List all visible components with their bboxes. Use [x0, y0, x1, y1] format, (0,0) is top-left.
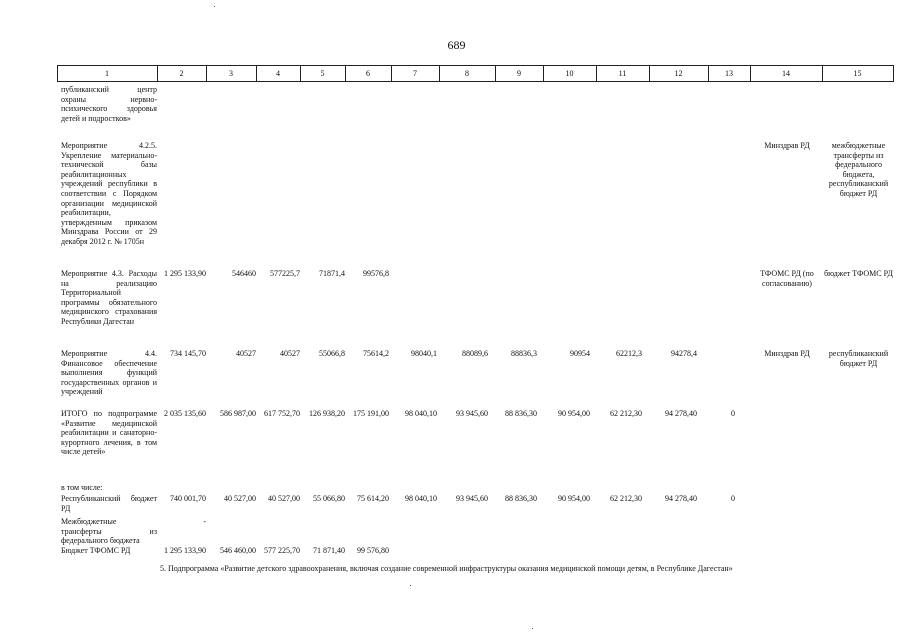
column-header: 5: [320, 69, 325, 78]
value-cell: 94 278,40: [665, 409, 697, 418]
value-cell: 40 527,00: [224, 494, 256, 503]
column-header: 6: [366, 69, 370, 78]
value-cell: 94 278,40: [665, 494, 697, 503]
value-cell: 40 527,00: [268, 494, 300, 503]
value-cell: 98040,1: [411, 349, 437, 358]
page-number: 689: [447, 38, 466, 52]
table-header-top-line: [57, 65, 893, 66]
scan-speck: [214, 6, 215, 7]
subtotals-label: в том числе:: [61, 483, 103, 492]
value-cell: 98 040,10: [405, 494, 437, 503]
column-header: 1: [105, 69, 109, 78]
value-cell: -: [203, 517, 206, 526]
value-cell: 75614,2: [363, 349, 389, 358]
row-name: ИТОГО по подпрограмме «Развитие медицинской реабилитации и санаторно-курортного лечения, в том числе детей»: [61, 409, 157, 457]
value-cell: 71 871,40: [313, 546, 345, 555]
subprogram-5-heading: 5. Подпрограмма «Развитие детского здравоохранения, включая создание современной инфраструктуры оказания медицинской помощи детям, в Республике Дагестан»: [160, 564, 733, 573]
value-cell: 90 954,00: [558, 409, 590, 418]
value-cell: 586 987,00: [220, 409, 256, 418]
row-name: публиканский центр охраны нервно-психического здоровья детей и подростков»: [61, 85, 157, 123]
value-cell: 577 225,70: [264, 546, 300, 555]
value-cell: 90 954,00: [558, 494, 590, 503]
value-cell: 0: [731, 409, 735, 418]
value-cell: 546460: [232, 269, 256, 278]
executor-cell: Минздрав РД: [764, 141, 810, 150]
table-header-bottom-line: [57, 81, 893, 82]
value-cell: 734 145,70: [170, 349, 206, 358]
value-cell: 62 212,30: [610, 494, 642, 503]
value-cell: 99576,8: [363, 269, 389, 278]
value-cell: 2 035 135,60: [164, 409, 206, 418]
column-header: 15: [853, 69, 862, 78]
value-cell: 126 938,20: [309, 409, 345, 418]
value-cell: 617 752,70: [264, 409, 300, 418]
value-cell: 546 460,00: [220, 546, 256, 555]
subtotal-name: Республиканский бюджет РД: [61, 494, 157, 513]
column-header: 7: [413, 69, 417, 78]
value-cell: 175 191,00: [353, 409, 389, 418]
subtotal-name: Бюджет ТФОМС РД: [61, 546, 131, 555]
column-header: 9: [517, 69, 521, 78]
column-divider: [893, 65, 894, 82]
scan-speck: [410, 585, 411, 586]
scan-speck: [532, 628, 533, 629]
column-header: 10: [565, 69, 574, 78]
subtotal-name: Межбюджетные трансферты из федерального бюджета: [61, 517, 157, 546]
executor-cell: Минздрав РД: [764, 349, 810, 358]
column-header: 14: [782, 69, 790, 78]
executor-cell: ТФОМС РД (по согласованию): [760, 269, 814, 288]
row-name: Мероприятие 4.2.5. Укрепление материально-технической базы реабилитационных учреждений республики в соответствии с Порядком организации медицинской реабилитации, утвержденным приказом Минздрава России от 29 декабря 2012 г. № 1705н: [61, 141, 157, 246]
value-cell: 93 945,60: [456, 409, 488, 418]
funding-source-cell: бюджет ТФОМС РД: [824, 269, 893, 278]
row-name: Мероприятие 4.4. Финансовое обеспечение выполнения функций государственных органов и учреждений: [61, 349, 157, 397]
column-header: 11: [618, 69, 627, 78]
value-cell: 40527: [280, 349, 300, 358]
value-cell: 99 576,80: [357, 546, 389, 555]
value-cell: 94278,4: [671, 349, 697, 358]
value-cell: 55 066,80: [313, 494, 345, 503]
value-cell: 88 836,30: [505, 494, 537, 503]
column-header: 2: [179, 69, 184, 78]
funding-source-cell: межбюджетные трансферты из федерального бюджета, республиканский бюджет РД: [828, 141, 889, 198]
value-cell: 1 295 133,90: [164, 269, 206, 278]
funding-source-cell: республиканский бюджет РД: [828, 349, 889, 368]
value-cell: 88089,6: [462, 349, 488, 358]
column-header: 4: [276, 69, 280, 78]
value-cell: 0: [731, 494, 735, 503]
value-cell: 577225,7: [270, 269, 300, 278]
column-header: 8: [465, 69, 469, 78]
column-header: 13: [725, 69, 733, 78]
value-cell: 88 836,30: [505, 409, 537, 418]
value-cell: 740 001,70: [170, 494, 206, 503]
value-cell: 90954: [570, 349, 590, 358]
value-cell: 71871,4: [319, 269, 345, 278]
value-cell: 88836,3: [511, 349, 537, 358]
value-cell: 55066,8: [319, 349, 345, 358]
value-cell: 75 614,20: [357, 494, 389, 503]
value-cell: 93 945,60: [456, 494, 488, 503]
row-name: Мероприятие 4.3. Расходы на реализацию Территориальной программы обязательного медицинского страхования Республики Дагестан: [61, 269, 157, 326]
value-cell: 98 040,10: [405, 409, 437, 418]
column-header: 12: [674, 69, 683, 78]
value-cell: 40527: [236, 349, 256, 358]
value-cell: 1 295 133,90: [164, 546, 206, 555]
value-cell: 62212,3: [616, 349, 642, 358]
column-header: 3: [229, 69, 233, 78]
value-cell: 62 212,30: [610, 409, 642, 418]
